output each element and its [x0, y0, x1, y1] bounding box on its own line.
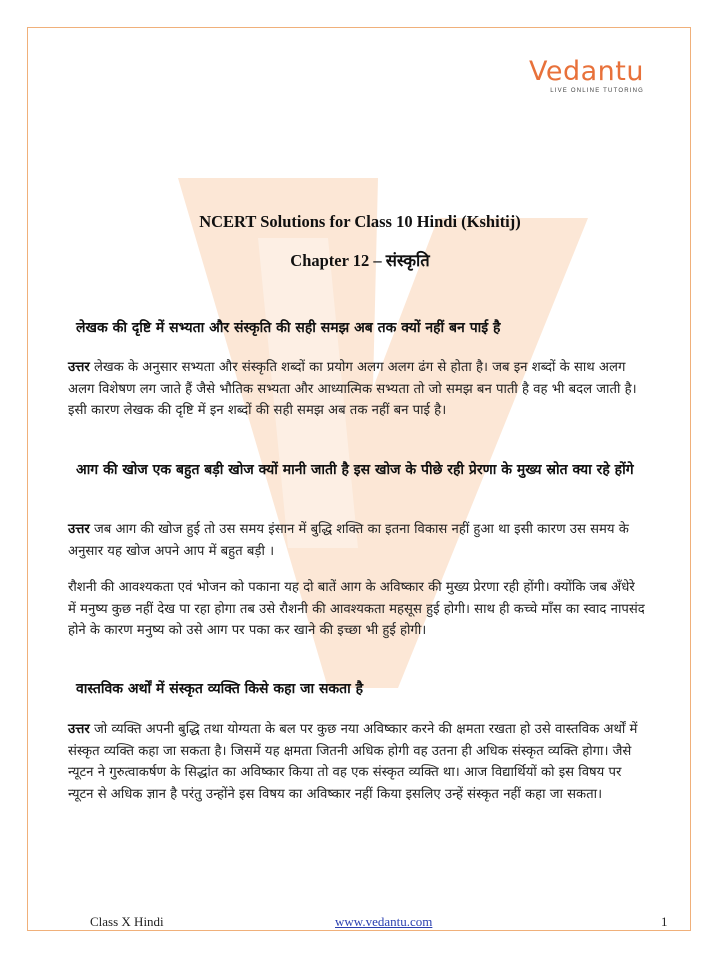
question-1: लेखक की दृष्टि में सभ्यता और संस्कृति की सही समझ अब तक क्यों नहीं बन पाई है	[76, 320, 501, 336]
document-page	[27, 27, 691, 931]
answer-label: उत्तर	[68, 722, 90, 737]
answer-1	[68, 357, 646, 422]
answer-2	[68, 519, 646, 562]
answer-2-paragraph-2: रौशनी की आवश्यकता एवं भोजन को पकाना यह दो बातें आग के अविष्कार की मुख्य प्रेरणा रही होंगी। क्योंकि जब अँधेरे में मनुष्य कुछ नहीं देख पा रहा होगा तब उसे रौशनी की आवश्यकता महसूस हुई होगी। साथ ही कच्चे माँस का स्वाद नापसंद होने के कारण मनुष्य को उसे आग पर पका कर खाने की इच्छा भी हुई होगी।	[68, 580, 645, 638]
page-number: 1	[661, 914, 668, 929]
question-2: आग की खोज एक बहुत बड़ी खोज क्यों मानी जाती है इस खोज के पीछे रही प्रेरणा के मुख्य स्रोत क्या रहे होंगे	[76, 462, 634, 478]
answer-text: जो व्यक्ति अपनी बुद्धि तथा योग्यता के बल पर कुछ नया अविष्कार करने की क्षमता रखता हो उसे वास्तविक अर्थों में संस्कृत व्यक्ति कहा जा सकता है। जिसमें यह क्षमता जितनी अधिक होगी वह उतना ही अधिक संस्कृत व्यक्ति होगा। जैसे न्यूटन ने गुरुत्वाकर्षण के सिद्धांत का अविष्कार किया तो वह एक संस्कृत व्यक्ति था। आज विद्यार्थियों को इस विषय पर न्यूटन से अधिक ज्ञान है परंतु उन्होंने इस विषय का अविष्कार नहीं किया इसलिए उन्हें संस्कृत नहीं कहा जा सकता।	[68, 722, 638, 802]
answer-label: उत्तर	[68, 522, 90, 537]
answer-3	[68, 719, 646, 805]
vedantu-logo	[529, 56, 644, 94]
logo-tagline: LIVE ONLINE TUTORING	[550, 88, 644, 94]
document-title: NCERT Solutions for Class 10 Hindi (Kshitij)	[199, 212, 521, 231]
logo-name: Vedantu	[529, 56, 644, 87]
footer-website-link[interactable]: www.vedantu.com	[335, 914, 433, 929]
answer-label: उत्तर	[68, 360, 90, 375]
answer-text: लेखक के अनुसार सभ्यता और संस्कृति शब्दों का प्रयोग अलग अलग ढंग से होता है। जब इन शब्दों के साथ अलग अलग विशेषण लग जाते हैं जैसे भौतिक सभ्यता और आध्यात्मिक सभ्यता तो जो समझ बन पाती है वह भी बदल जाती है। इसी कारण लेखक की दृष्टि में इन शब्दों की सही समझ अब तक नहीं बन पाई है।	[68, 360, 637, 418]
chapter-title: Chapter 12 – संस्कृति	[290, 251, 430, 270]
footer-class-label: Class X Hindi	[90, 914, 164, 929]
answer-text: जब आग की खोज हुई तो उस समय इंसान में बुद्धि शक्ति का इतना विकास नहीं हुआ था इसी कारण उस समय के अनुसार यह खोज अपने आप में बहुत बड़ी ।	[68, 522, 629, 559]
question-3: वास्तविक अर्थों में संस्कृत व्यक्ति किसे कहा जा सकता है	[76, 681, 364, 697]
